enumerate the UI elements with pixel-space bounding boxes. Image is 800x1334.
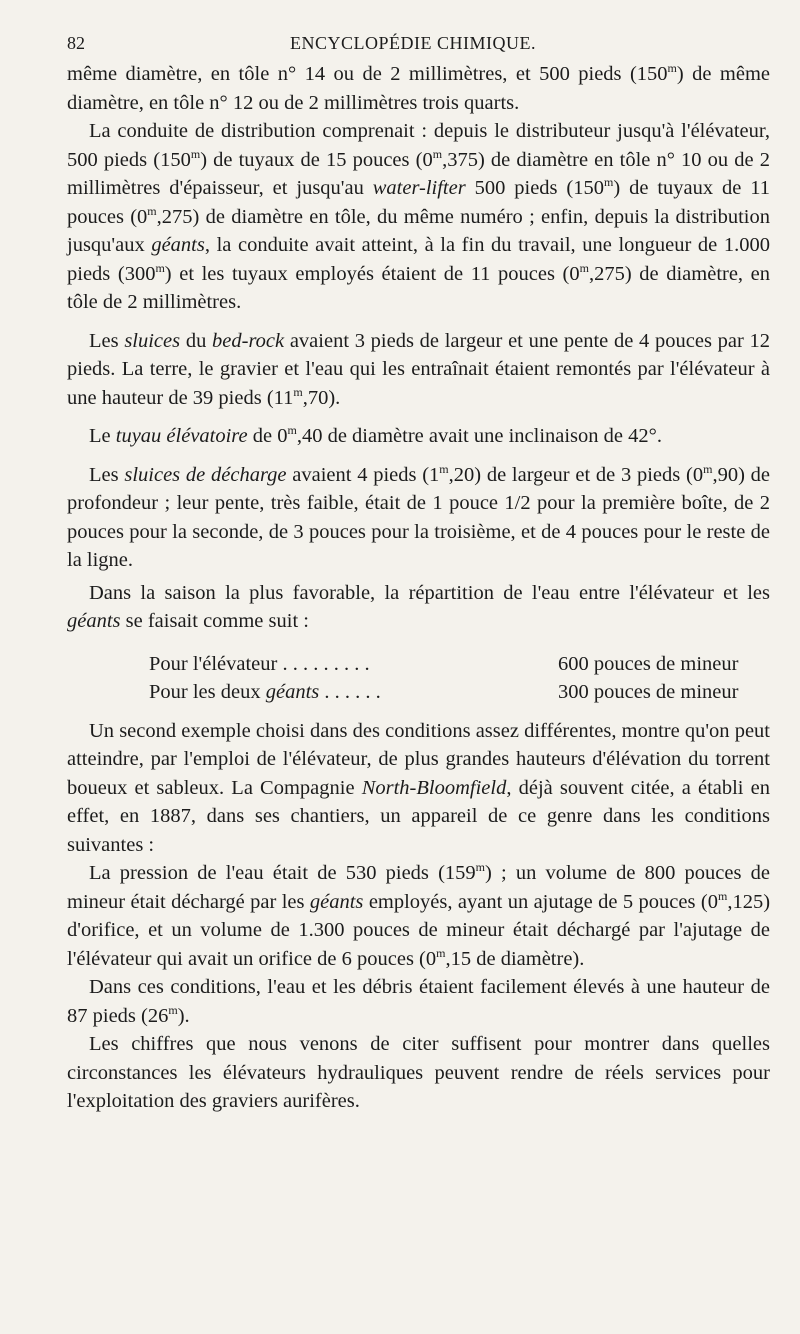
paragraph-10: Les chiffres que nous venons de citer suffisent pour montrer dans quelles circonstances les élévateurs hydrauliques peuvent rendre de réels services pour l'exploitation des graviers aurifères. <box>67 1033 770 1112</box>
paragraph-8: La pression de l'eau était de 530 pieds (159$^m$) ; un volume de 800 pouces de mineur était déchargé par les géants employés, ayant un ajutage de 5 pouces (0$^m$,125) d'orifice, et un volume de 1.300 pouces de mineur était déchargé par l'ajutage de l'élévateur qui avait un orifice de 6 pouces (0$^m$,15 de diamètre). <box>67 860 771 970</box>
body-text <box>67 60 770 1116</box>
paragraph-9: Dans ces conditions, l'eau et les débris étaient facilement élevés à une hauteur de 87 pieds (26$^m$). <box>67 976 770 1027</box>
table-row <box>149 650 770 679</box>
paragraph-1: même diamètre, en tôle n° 14 ou de 2 millimètres, et 500 pieds (150$^m$) de même diamètre, en tôle n° 12 ou de 2 millimètres trois quarts. <box>67 61 770 114</box>
row-value: 600 pouces de mineur <box>558 652 739 675</box>
running-header <box>67 33 759 57</box>
page-number: 82 <box>67 33 85 53</box>
paragraph-2: La conduite de distribution comprenait : depuis le distributeur jusqu'à l'élévateur, 500 pieds (150$^m$) de tuyaux de 15 pouces (0$^m$,375) de diamètre en tôle n° 10 ou de 2 millimètres d'épaisseur, et jusqu'au water-lifter 500 pieds (150$^m$) de tuyaux de 11 pouces (0$^m$,275) de diamètre en tôle, du même numéro ; enfin, depuis la distribution jusqu'aux géants, la conduite avait atteint, à la fin du travail, une longueur de 1.000 pieds (300$^m$) et les tuyaux employés étaient de 11 pouces (0$^m$,275) de diamètre, en tôle de 2 millimètres. <box>67 120 771 313</box>
running-title: ENCYCLOPÉDIE CHIMIQUE. <box>290 33 536 53</box>
paragraph-4: Le tuyau élévatoire de 0$^m$,40 de diamètre avait une inclinaison de 42°. <box>89 423 662 447</box>
paragraph-7: Un second exemple choisi dans des conditions assez différentes, montre qu'on peut atteindre, par l'emploi de l'élévateur, de plus grandes hauteurs d'élévation du torrent boueux et sableux. La Compagnie North-Bloomfield, déjà souvent citée, a établi en effet, en 1887, dans ses chantiers, un appareil de ce genre dans les conditions suivantes : <box>67 719 770 856</box>
table-row <box>149 678 770 707</box>
row-value: 300 pouces de mineur <box>558 681 739 703</box>
row-label: Pour les deux géants . . . . . . <box>149 681 381 703</box>
row-label: Pour l'élévateur . . . . . . . . . <box>149 652 370 675</box>
paragraph-6: Dans la saison la plus favorable, la répartition de l'eau entre l'élévateur et les géants se faisait comme suit : <box>67 581 770 632</box>
paragraph-5: Les sluices de décharge avaient 4 pieds (1$^m$,20) de largeur et de 3 pieds (0$^m$,90) de profondeur ; leur pente, très faible, était de 1 pouce 1/2 pour la première boîte, de 2 pouces pour la seconde, de 3 pouces pour la troisième, et de 4 pouces pour le reste de la ligne. <box>67 461 770 571</box>
distribution-table <box>149 650 770 707</box>
paragraph-3: Les sluices du bed-rock avaient 3 pieds de largeur et une pente de 4 pouces par 12 pieds. La terre, le gravier et l'eau qui les entraînait étaient remontés par l'élévateur à une hauteur de 39 pieds (11$^m$,70). <box>67 329 770 409</box>
